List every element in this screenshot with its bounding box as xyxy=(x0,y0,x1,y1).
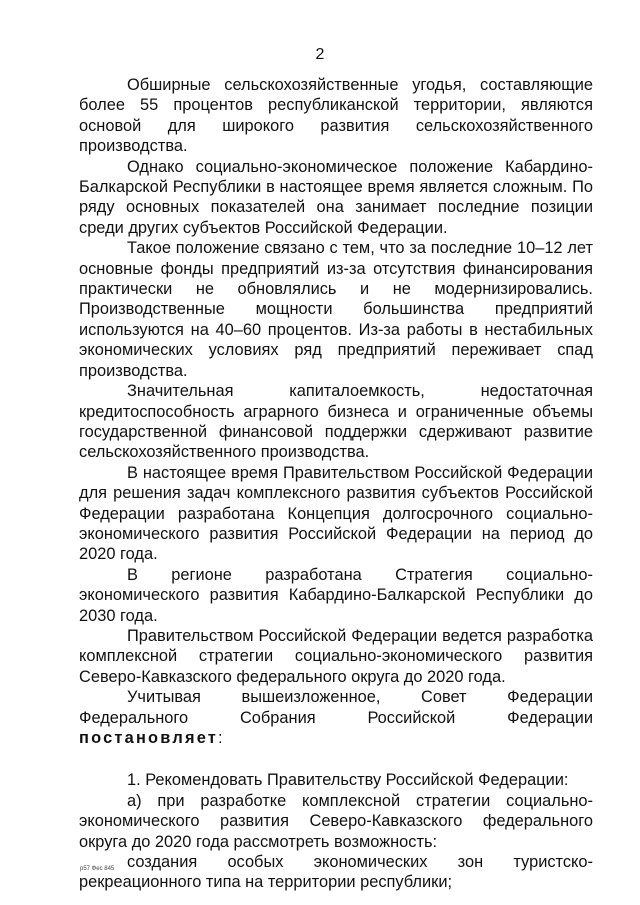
paragraph-nckfd-strategy: Правительством Российской Федерации ведется разработка комплексной стратегии социально-экономического развития Северо-Кавказского федерального округа до 2020 года. xyxy=(79,626,593,686)
item-1: 1. Рекомендовать Правительству Российской Федерации: xyxy=(127,771,569,790)
item-1a: а) при разработке комплексной стратегии социально-экономического развития Северо-Кавказского федерального округа до 2020 года рассмотреть возможность: xyxy=(79,791,593,851)
document-body xyxy=(79,75,593,893)
resolution-lead: Учитывая вышеизложенное, Совет Федерации Федерального Собрания Российской Федерации xyxy=(79,688,593,727)
paragraph-concept-2020: В настоящее время Правительством Российской Федерации для решения задач комплексного развития субъектов Российской Федерации разработана Концепция долгосрочного социально-экономического развития Российской Федерации на период до 2020 года. xyxy=(79,463,593,564)
paragraph-strategy-2030: В регионе разработана Стратегия социально-экономического развития Кабардино-Балкарской Республики до 2030 года. xyxy=(79,565,593,625)
resolution-colon: : xyxy=(218,729,223,747)
paragraph-fixed-assets: Такое положение связано с тем, что за последние 10–12 лет основные фонды предприятий из-за отсутствия финансирования практически не обновлялись и не модернизировались. Производственные мощности большинства предприятий используются на 40–60 процентов. Из-за работы в нестабильных экономических условиях ряд предприятий переживает спад производства. xyxy=(79,239,593,380)
paragraph-economic-situation: Однако социально-экономическое положение Кабардино-Балкарской Республики в настоящее время является сложным. По ряду основных показателей она занимает последние позиции среди других субъектов Российской Федерации. xyxy=(79,157,593,237)
item-1a-sub: создания особых экономических зон туристско-рекреационного типа на территории республики; xyxy=(79,853,593,892)
section-gap xyxy=(79,748,593,770)
paragraph-capital-intensity: Значительная капиталоемкость, недостаточная кредитоспособность аграрного бизнеса и ограниченные объемы государственной финансовой поддержки сдерживают развитие сельскохозяйственного производства. xyxy=(79,382,593,462)
page-number: 2 xyxy=(315,46,325,63)
footer-code: р57 Фес 845 xyxy=(80,866,115,872)
paragraph-farmland: Обширные сельскохозяйственные угодья, составляющие более 55 процентов республиканской территории, являются основой для широкого развития сельскохозяйственного производства. xyxy=(79,76,593,156)
resolution-verb: постановляет xyxy=(79,729,219,747)
paragraph-resolution xyxy=(79,687,593,748)
